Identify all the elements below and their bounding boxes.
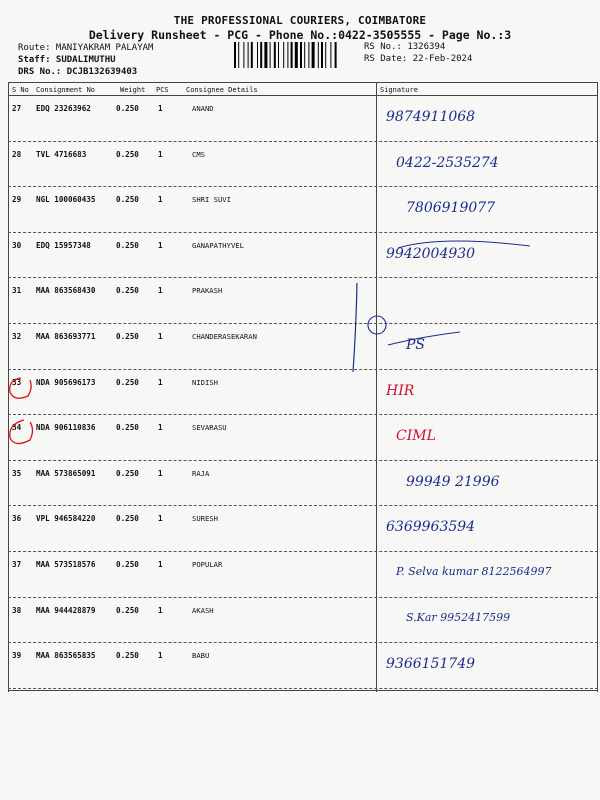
row-consignee-name: RAJA (192, 468, 210, 478)
row-signature: HIR (386, 382, 415, 399)
row-signature: S.Kar 9952417599 (406, 610, 511, 624)
row-pcs: 1 (158, 195, 163, 205)
row-consignment-number: MAA 863568430 (36, 286, 96, 296)
row-pcs: 1 (158, 605, 163, 615)
row-consignee-name: SHRI SUVI (192, 195, 231, 205)
col-weight-header: Weight (120, 86, 146, 94)
row-consignee-name: NIDISH (192, 377, 218, 387)
row-pcs: 1 (158, 423, 163, 433)
ink-stroke-mark (388, 332, 460, 345)
row-signature: P. Selva kumar 8122564997 (396, 565, 552, 578)
row-serial-number: 38 (12, 605, 22, 615)
row-weight: 0.250 (116, 605, 139, 615)
red-circle-mark-34 (10, 420, 33, 444)
row-serial-number: 35 (12, 468, 22, 478)
row-serial-number: 27 (12, 104, 22, 113)
row-consignment-number: MAA 863565835 (36, 651, 96, 661)
company-title: THE PROFESSIONAL COURIERS, COIMBATORE (173, 14, 427, 27)
row-consignment-number: MAA 944428879 (36, 605, 96, 615)
staff-label: Staff: SUDALIMUTHU (18, 55, 116, 65)
rs-date: RS Date: 22-Feb-2024 (364, 54, 473, 64)
red-circle-mark-33 (10, 378, 31, 398)
drs-number: DRS No.: DCJB132639403 (18, 67, 138, 77)
route-label: Route: MANIYAKRAM PALAYAM (18, 43, 154, 53)
row-signature: 0422-2535274 (396, 154, 499, 171)
row-pcs: 1 (158, 240, 163, 250)
row-pcs: 1 (158, 651, 163, 661)
col-consignment-header: Consignment No (36, 86, 96, 94)
row-weight: 0.250 (116, 149, 139, 159)
row-serial-number: 39 (12, 651, 22, 661)
row-signature: 99949 21996 (406, 473, 500, 490)
ink-line-mark (353, 283, 357, 372)
row-pcs: 1 (158, 560, 163, 569)
ink-circle-mark (368, 316, 386, 334)
row-signature: PS (406, 337, 426, 353)
row-weight: 0.250 (116, 423, 139, 433)
row-weight: 0.250 (116, 377, 139, 387)
row-consignment-number: MAA 573865091 (36, 468, 96, 478)
row-serial-number: 36 (12, 514, 22, 524)
row-consignee-name: CMS (192, 149, 205, 159)
row-weight: 0.250 (116, 104, 139, 113)
row-signature: 7806919077 (406, 200, 496, 217)
row-serial-number: 29 (12, 195, 22, 205)
row-pcs: 1 (158, 149, 163, 159)
row-weight: 0.250 (116, 514, 139, 524)
row-pcs: 1 (158, 468, 163, 478)
row-consignee-name: CHANDERASEKARAN (192, 332, 257, 341)
row-consignment-number: EDQ 15957348 (36, 240, 91, 250)
row-weight: 0.250 (116, 332, 139, 341)
row-consignee-name: BABU (192, 651, 210, 661)
row-consignment-number: EDQ 23263962 (36, 104, 91, 113)
row-consignee-name: SURESH (192, 514, 218, 524)
ink-scribble-mark (398, 241, 530, 248)
row-consignee-name: AKASH (192, 605, 214, 615)
row-serial-number: 33 (12, 377, 22, 387)
row-consignment-number: NDA 905696173 (36, 377, 96, 387)
row-pcs: 1 (158, 514, 163, 524)
row-consignee-name: GANAPATHYVEL (192, 240, 244, 250)
row-consignment-number: TVL 4716683 (36, 149, 87, 159)
row-serial-number: 32 (12, 332, 22, 341)
row-pcs: 1 (158, 332, 163, 341)
row-serial-number: 31 (12, 286, 22, 296)
col-sno-header: S No (12, 86, 29, 94)
row-signature: CIML (396, 428, 436, 445)
row-weight: 0.250 (116, 195, 139, 205)
row-weight: 0.250 (116, 240, 139, 250)
row-signature: 9874911068 (386, 109, 476, 125)
row-consignment-number: VPL 946584220 (36, 514, 96, 524)
row-consignment-number: MAA 863693771 (36, 332, 96, 341)
col-signature-header: Signature (380, 86, 418, 94)
rs-number: RS No.: 1326394 (364, 42, 446, 52)
row-serial-number: 34 (12, 423, 22, 433)
row-consignment-number: NDA 906110836 (36, 423, 96, 433)
row-consignment-number: NGL 100060435 (36, 195, 96, 205)
row-serial-number: 37 (12, 560, 22, 569)
row-signature: 9942004930 (386, 245, 476, 262)
table-bottom-border (8, 690, 598, 691)
col-consignee-header: Consignee Details (186, 86, 258, 94)
runsheet-title: Delivery Runsheet - PCG - Phone No.:0422-3505555 - Page No.:3 (88, 28, 512, 42)
row-serial-number: 28 (12, 149, 22, 159)
row-signature: 6369963594 (386, 519, 476, 536)
row-weight: 0.250 (116, 468, 139, 478)
row-consignee-name: ANAND (192, 104, 214, 113)
row-consignee-name: SEVARASU (192, 423, 227, 433)
row-weight: 0.250 (116, 286, 139, 296)
col-pcs-header: PCS (156, 86, 169, 94)
row-consignee-name: PRAKASH (192, 286, 223, 296)
row-weight: 0.250 (116, 560, 139, 569)
row-pcs: 1 (158, 286, 163, 296)
row-consignment-number: MAA 573518576 (36, 560, 96, 569)
row-serial-number: 30 (12, 240, 22, 250)
row-weight: 0.250 (116, 651, 139, 661)
row-pcs: 1 (158, 104, 163, 113)
row-pcs: 1 (158, 377, 163, 387)
row-signature: 9366151749 (386, 656, 476, 673)
row-consignee-name: POPULAR (192, 560, 223, 569)
